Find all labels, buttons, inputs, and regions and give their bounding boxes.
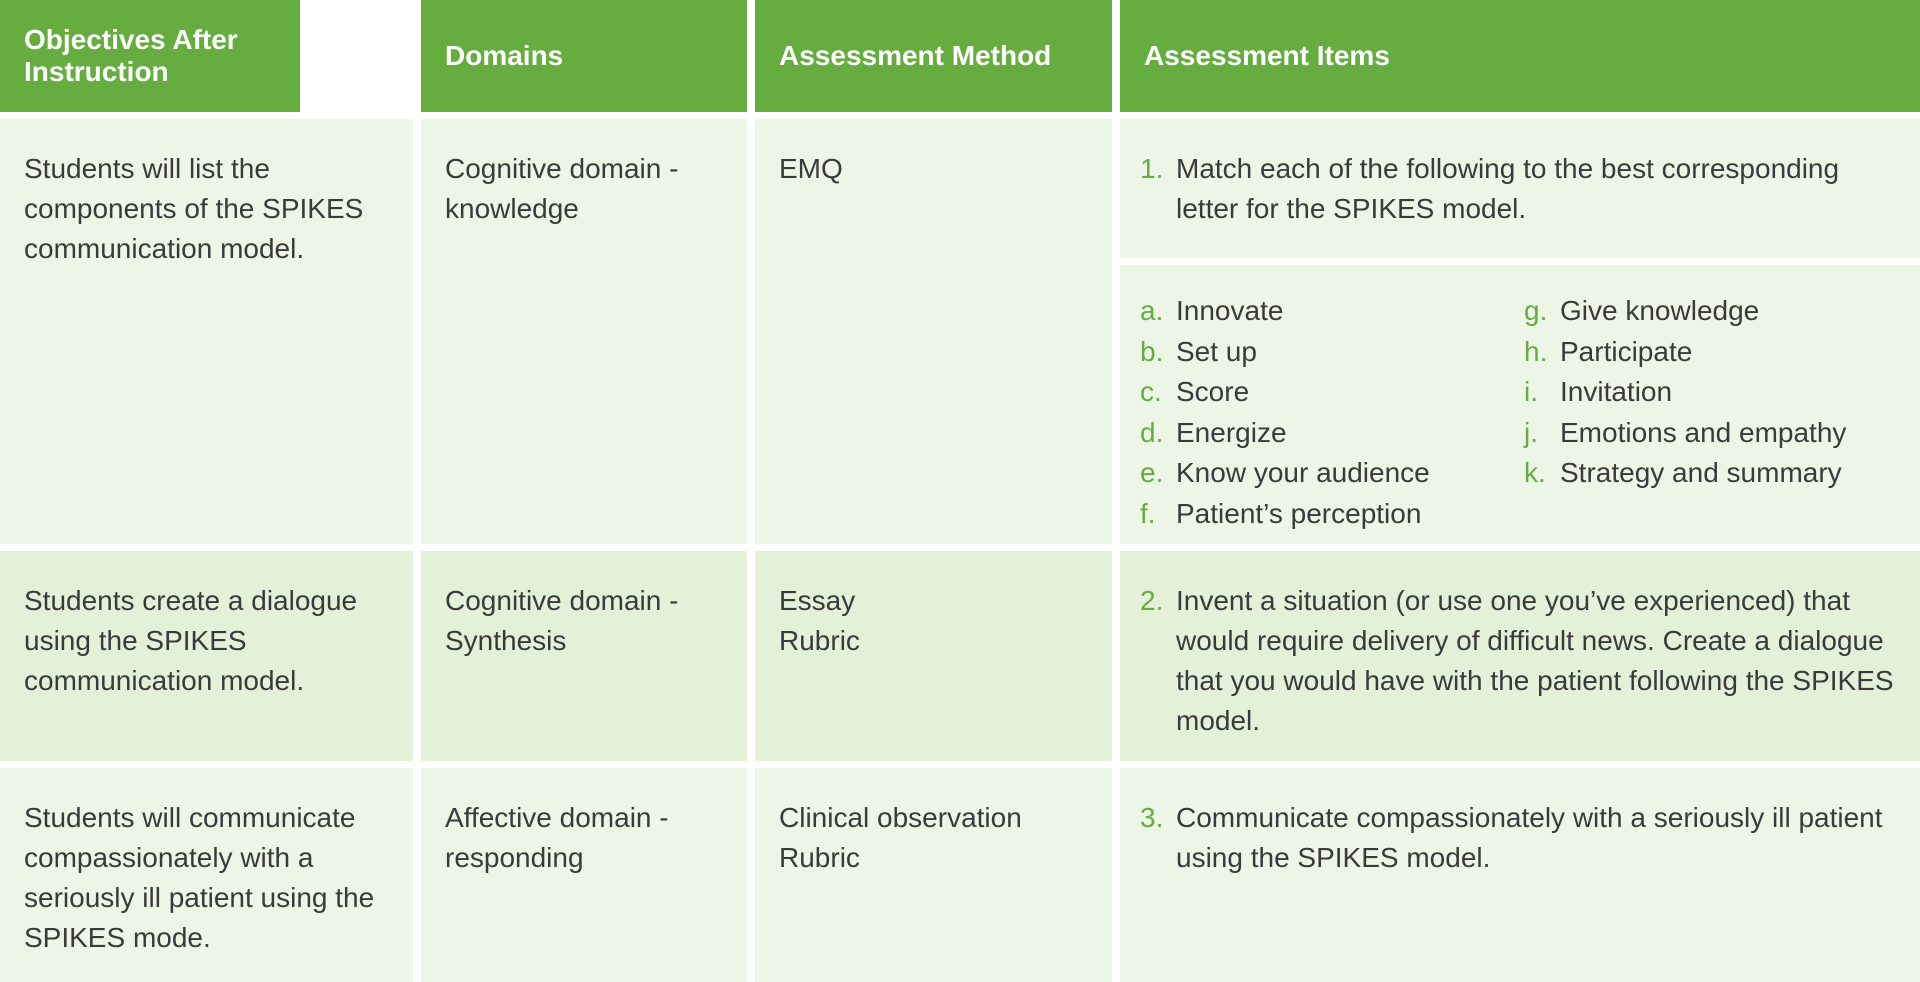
header-method: Assessment Method — [755, 0, 1112, 112]
method-text: Essay — [779, 585, 856, 616]
options-column-left — [1140, 291, 1524, 534]
options-grid — [1140, 291, 1920, 534]
method-text: Rubric — [779, 842, 860, 873]
item-number: 1. — [1140, 153, 1164, 184]
item-text: Match each of the following to the best corresponding letter for the SPIKES model. — [1176, 153, 1840, 224]
header-items: Assessment Items — [1120, 0, 1920, 112]
item-number: 2. — [1140, 585, 1164, 616]
option-c: c. Score — [1140, 376, 1250, 407]
row2-method — [755, 551, 1112, 761]
row1-objective — [0, 119, 413, 544]
row1-items — [1120, 119, 1920, 544]
item-1-options — [1120, 265, 1920, 544]
row1-domain — [421, 119, 747, 544]
header-domains: Domains — [421, 0, 747, 112]
item-number: 3. — [1140, 802, 1164, 833]
item-text: Invent a situation (or use one you’ve experienced) that would require delivery of difficult news. Create a dialogue that you would have with the patient following the SPIKES model. — [1176, 585, 1894, 736]
item-text: Communicate compassionately with a seriously ill patient using the SPIKES model. — [1176, 802, 1883, 873]
option-a: a. Innovate — [1140, 295, 1284, 326]
option-h: h. Participate — [1524, 335, 1693, 367]
row3-method — [755, 768, 1112, 982]
row2-objective — [0, 551, 413, 761]
row1-method — [755, 119, 1112, 544]
method-text: Rubric — [779, 625, 860, 656]
domain-text: Cognitive domain - Synthesis — [445, 585, 679, 656]
objective-text: Students create a dialogue using the SPIKES communication model. — [24, 585, 358, 696]
row3-domain — [421, 768, 747, 982]
header-objectives: Objectives After Instruction — [0, 0, 300, 112]
method-text: EMQ — [779, 153, 843, 184]
domain-text: Affective domain - responding — [445, 802, 669, 873]
option-i: i. Invitation — [1524, 376, 1673, 407]
option-b: b. Set up — [1140, 335, 1257, 367]
option-d: d. Energize — [1140, 416, 1287, 448]
row3-objective — [0, 768, 413, 982]
item-2 — [1120, 551, 1920, 761]
row2-domain — [421, 551, 747, 761]
item-3 — [1120, 768, 1920, 982]
item-1 — [1120, 119, 1920, 258]
objective-text: Students will communicate compassionately with a seriously ill patient using the SPIKES mode. — [24, 802, 375, 953]
domain-text: Cognitive domain - knowledge — [445, 153, 679, 224]
method-text: Clinical observation — [779, 802, 1022, 833]
option-e: e. Know your audience — [1140, 457, 1430, 488]
option-k: k. Strategy and summary — [1524, 457, 1842, 488]
option-f: f. Patient’s perception — [1140, 497, 1422, 529]
option-j: j. Emotions and empathy — [1524, 416, 1847, 448]
objective-text: Students will list the components of the SPIKES communication model. — [24, 153, 364, 264]
options-column-right — [1524, 291, 1920, 534]
option-g: g. Give knowledge — [1524, 295, 1760, 326]
